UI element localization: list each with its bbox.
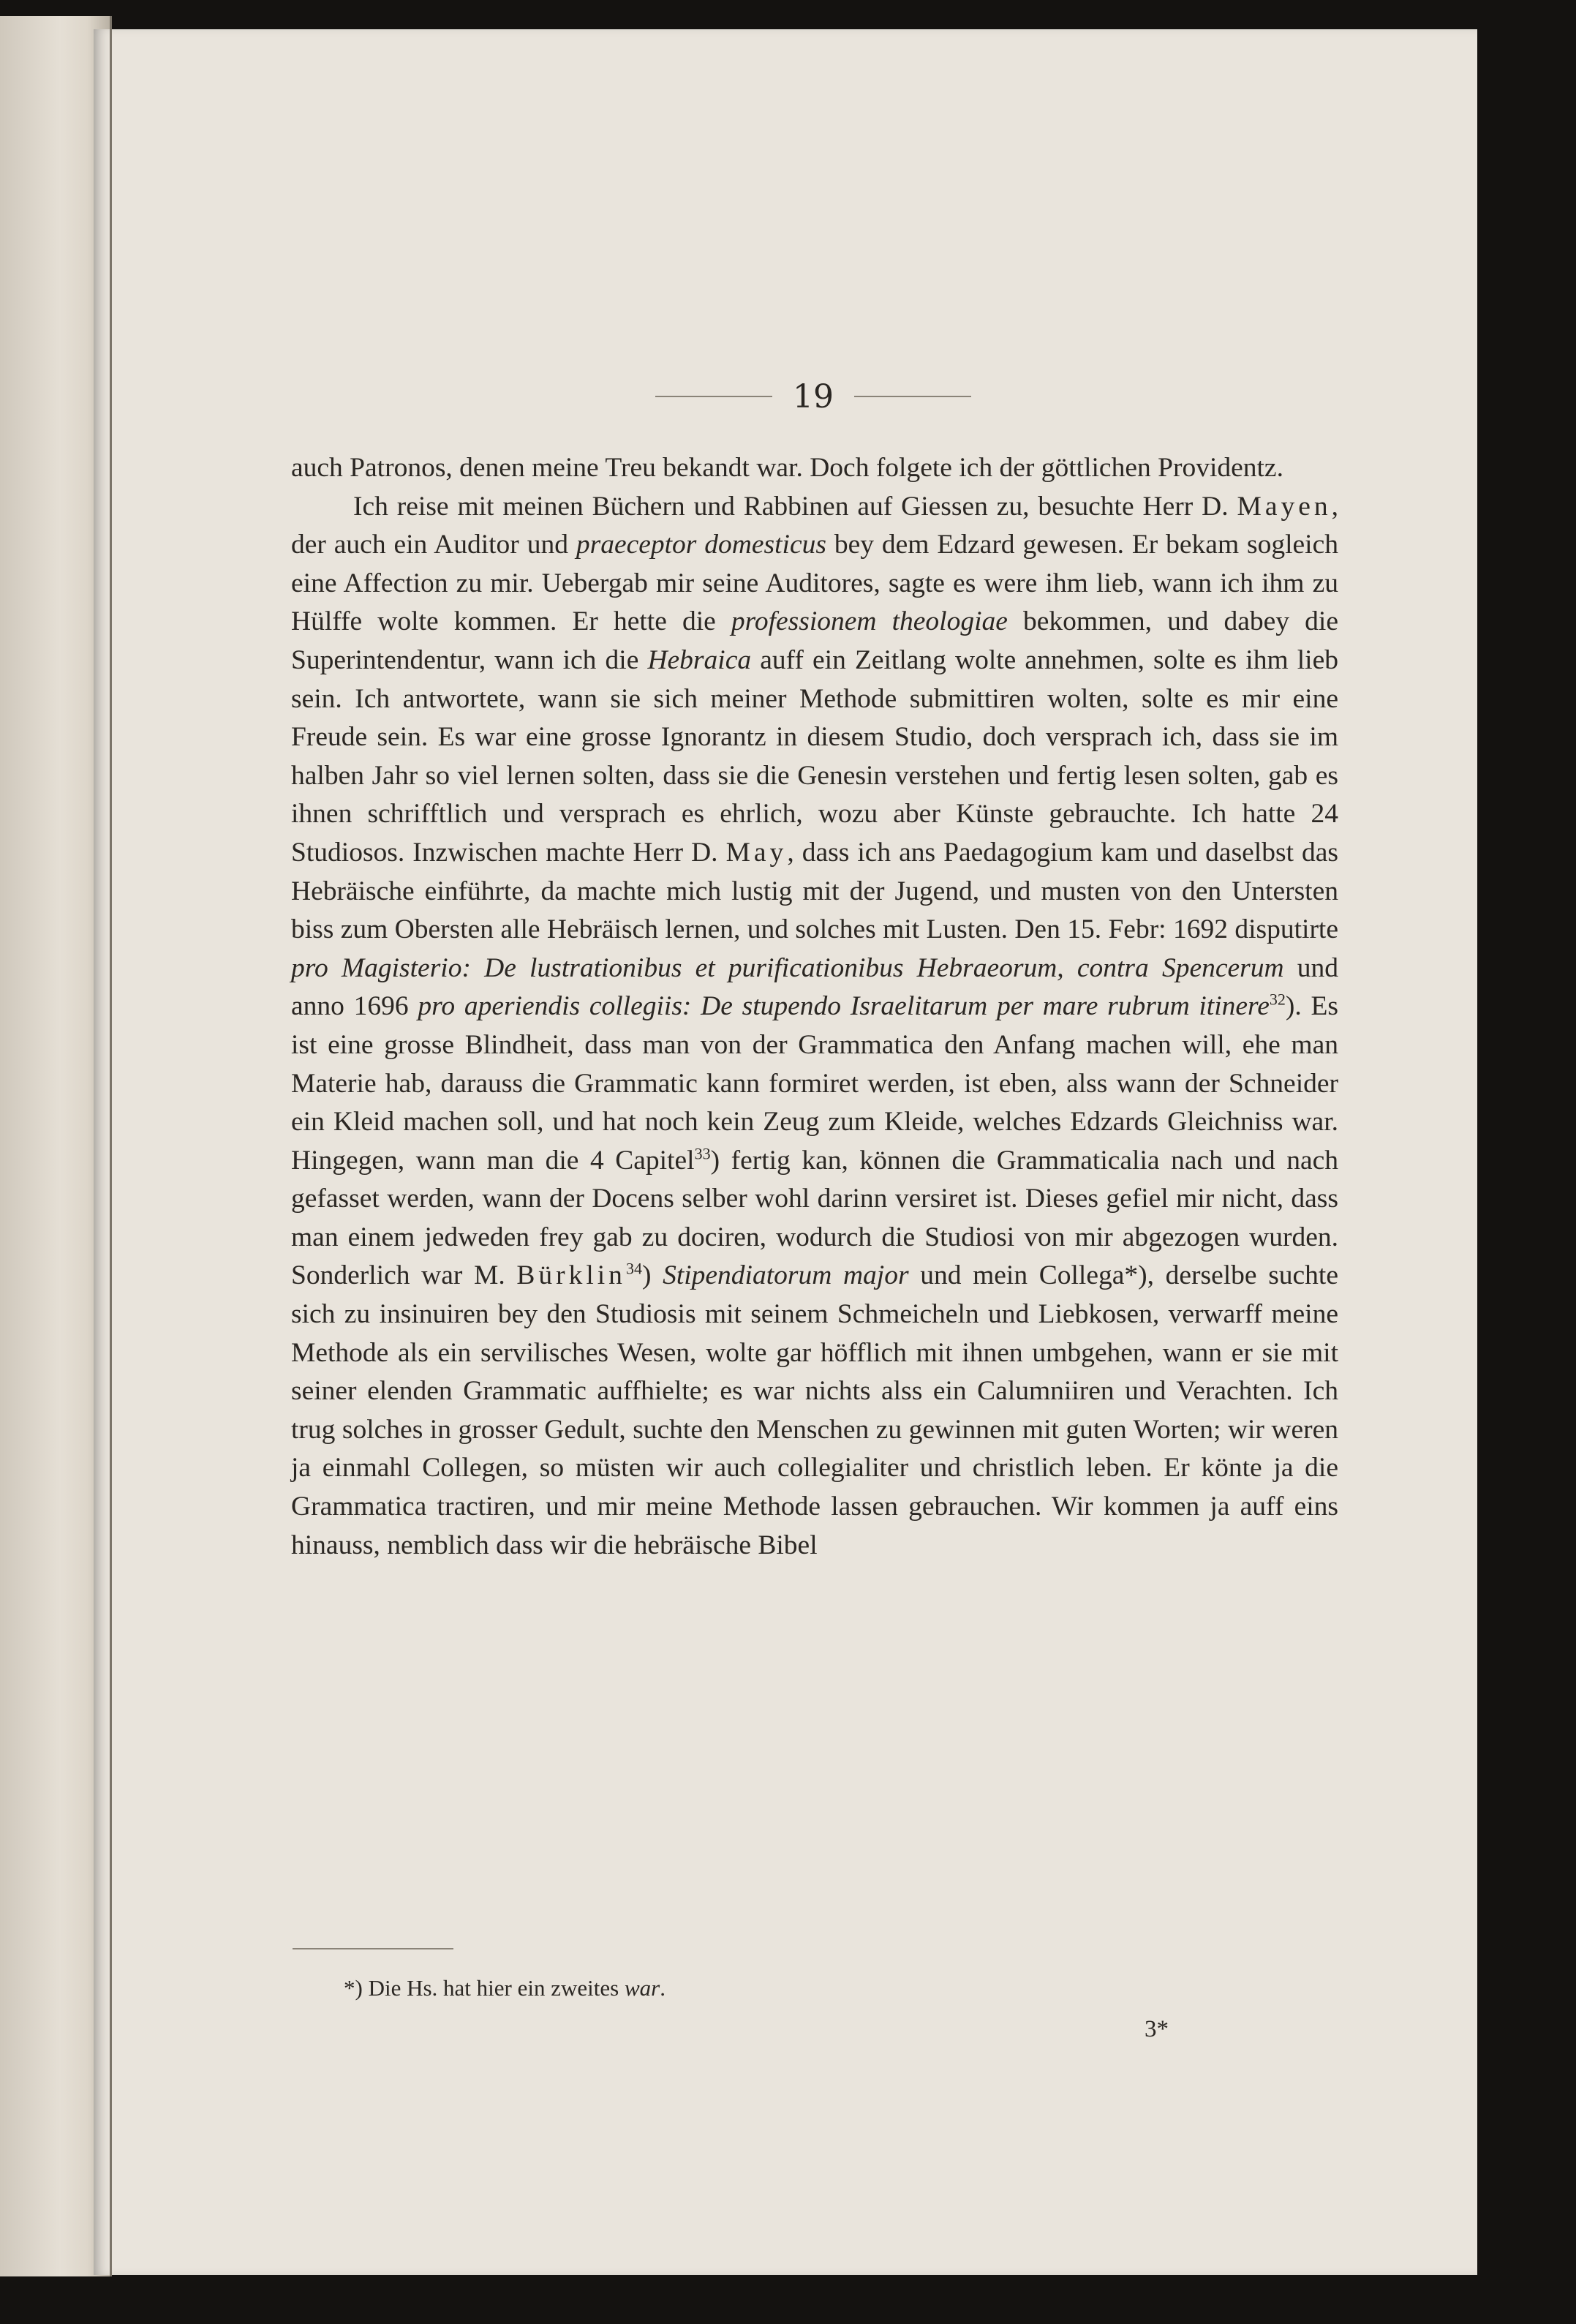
footnote-italic: war: [624, 1975, 660, 2001]
name-may: May: [725, 837, 788, 868]
italic-run: Stipendiatorum major: [663, 1260, 909, 1291]
main-text: [291, 449, 1338, 1565]
header-rule-right: [854, 396, 971, 397]
footnote-ref-33: 33: [694, 1144, 711, 1163]
text-run: auff ein Zeitlang wolte annehmen, solte es ihm lieb sein. Ich antwortete, wann sie sich meiner Methode submittiren wolten, solte es mir eine Freude sein. Es war eine grosse Ignorantz in diesem Studio, doch versprach ich, dass sie im halben Jahr so viel lernen solten, dass sie die Genesin verstehen und fertig lesen solten, gab es ihnen schrifftlich und versprach es ehrlich, wozu aber Künste gebrauchte. Ich hatte 24 Studiosos. Inzwischen machte Herr D.: [291, 644, 1338, 868]
text-run: bey dem Edzard gewesen. Er bekam sogleich eine Affection zu mir. Uebergab mir seine Auditores, sagte es were ihm lieb, wann ich ihm zu Hülffe wolte kommen. Er hette die: [291, 530, 1338, 637]
name-burklin: Bürklin: [516, 1260, 626, 1291]
footnote-ref-32: 32: [1269, 990, 1286, 1009]
signature-mark: 3*: [1145, 2016, 1169, 2042]
italic-run: Hebraica: [647, 644, 752, 675]
italic-run: pro Magisterio: De lustrationibus et purificationibus Hebraeorum, contra Spencerum: [291, 952, 1284, 983]
paragraph-2: [291, 488, 1338, 1565]
text-run: bekommen, und dabey die Superintendentur, wann ich die: [291, 606, 1338, 675]
text-run: und anno 1696: [291, 952, 1338, 1022]
text-run: Ich reise mit meinen Büchern und Rabbinen auf Giessen zu, besuchte Herr D.: [353, 491, 1237, 522]
paragraph-1: auch Patronos, denen meine Treu bekandt war. Doch folgete ich der göttlichen Providentz.: [291, 453, 1283, 483]
page-number: 19: [793, 377, 834, 415]
text-run: ): [641, 1260, 663, 1291]
italic-run: praeceptor domesticus: [576, 530, 826, 560]
header-rule-left: [655, 396, 772, 397]
page-gutter: [110, 16, 112, 2276]
footnote-text: .: [660, 1975, 666, 2001]
italic-run: professionem theologiae: [731, 606, 1008, 637]
text-run: , der auch ein Auditor und: [291, 491, 1338, 560]
footnote: [344, 1975, 666, 2001]
page-header: [630, 375, 996, 418]
text-run: ) fertig kan, können die Grammaticalia nach und nach gefasset werden, wann der Docens selber wohl darinn versiret ist. Dieses gefiel mir nicht, dass man einem jedweden frey gab zu dociren, wodurch die Studiosi von mir abgezogen wurden. Sonderlich war M.: [291, 1145, 1338, 1291]
text-run: und mein Collega*), derselbe suchte sich zu insinuiren bey den Studiosis mit seinem Schmeicheln und Liebkosen, verwarff meine Methode als ein servilisches Wesen, wolte gar höfflich mit ihnen umbgehen, wann er sie mit seiner elenden Grammatic auffhielte; es war nichts alss ein Calumniiren und Verachten. Ich trug solches in grosser Gedult, suchte den Menschen zu gewinnen mit guten Worten; wir weren ja einmahl Collegen, so müsten wir auch collegialiter und christlich leben. Er könte ja die Grammatica tractiren, und mir meine Methode lassen gebrauchen. Wir kommen ja auff eins hinauss, nemblich dass wir die hebräische Bibel: [291, 1260, 1338, 1560]
text-run: ). Es ist eine grosse Blindheit, dass man von der Grammatica den Anfang machen will, ehe man Materie hab, darauss die Grammatic kann formiret werden, ist eben, alss wann der Schneider ein Kleid machen soll, und hat noch kein Zeug zum Kleide, welches Edzards Gleichniss war. Hingegen, wann man die 4 Capitel: [291, 991, 1338, 1176]
italic-run: pro aperiendis collegiis: De stupendo Israelitarum per mare rubrum itinere: [418, 991, 1270, 1022]
name-mayen: Mayen: [1237, 491, 1332, 522]
text-run: , dass ich ans Paedagogium kam und daselbst das Hebräische einführte, da machte mich lustig mit der Jugend, und musten von den Untersten biss zum Obersten alle Hebräisch lernen, und solches mit Lusten. Den 15. Febr: 1692 disputirte: [291, 837, 1338, 945]
footnote-text: *) Die Hs. hat hier ein zweites: [344, 1975, 625, 2001]
footnote-rule: [293, 1948, 453, 1949]
footnote-ref-34: 34: [625, 1259, 642, 1278]
